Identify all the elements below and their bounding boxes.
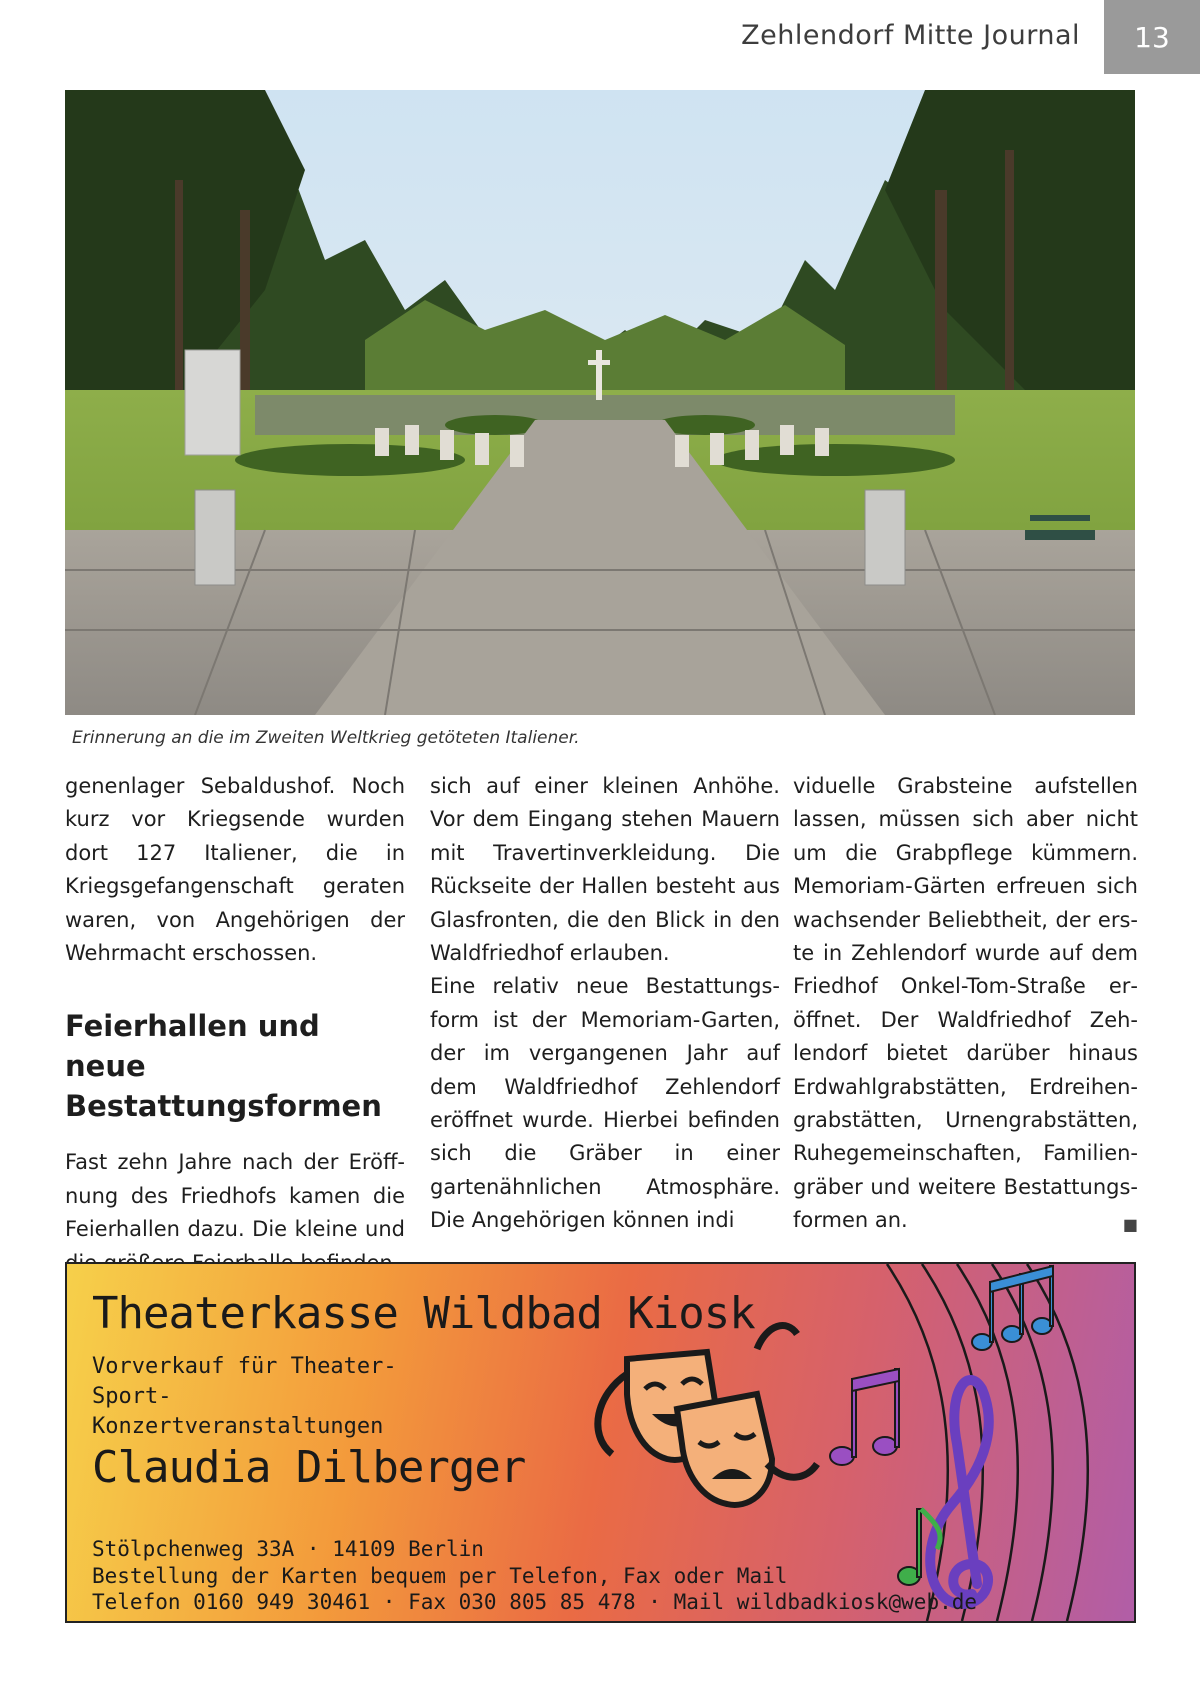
article-paragraph bbox=[793, 770, 1138, 1238]
page-number: 13 bbox=[1104, 0, 1200, 74]
ad-subtitle: Vorverkauf für Theater-Sport-Konzertveranstaltungen bbox=[92, 1354, 397, 1439]
article-paragraph: Fast zehn Jahre nach der Eröffnung des Friedhofs kamen die Feierhallen dazu. Die kleine und bbox=[65, 1150, 405, 1242]
article-paragraph: genenlager Sebaldushof. Noch kurz vor Kriegsende wurden dort 127 Italiener, die in Kriegsgefangenschaft geraten waren, von Angehörigen der Wehrmacht erschossen. bbox=[65, 774, 405, 966]
journal-title: Zehlendorf Mitte Journal bbox=[741, 20, 1080, 51]
theaterkasse-advertisement bbox=[65, 1262, 1136, 1623]
article-paragraph: Eine relativ neue Bestattungsform ist der Memoriam-Garten, der im vergangenen Jahr auf dem Waldfriedhof Zehlendorf eröffnet wurde. Hierbei befinden sich die Gräber in einer gartenähnlichen Atmosphäre. Die Angehörigen können indi bbox=[430, 974, 780, 1233]
music-notes-icon bbox=[830, 1369, 899, 1465]
ad-title: Theaterkasse Wildbad Kiosk bbox=[92, 1288, 755, 1339]
article-column-2 bbox=[430, 770, 780, 1238]
cemetery-photo bbox=[65, 90, 1135, 715]
article-text: viduelle Grabsteine aufstellen lassen, müssen sich aber nicht um die Grabpflege kümmern. Memoriam-Gärten erfreuen sich wachsender Beliebtheit, der erste in Zehlendorf wurde auf dem Friedhof Onkel-Tom-Straße eröffnet. Der Waldfriedhof Zehlendorf bietet darüber hinaus Erdwahlgrabstätten, Erdreihengrabstätten, Urnengrabstätten, Ruhegemeinschaften, Familiengräber und weitere Bestattungsformen an. bbox=[793, 774, 1138, 1233]
ad-contact-details: Telefon 0160 949 30461 · Fax 030 805 85 478 · Mail wildbadkiosk@web.de bbox=[92, 1590, 978, 1614]
ad-ordering-info: Bestellung der Karten bequem per Telefon, Fax oder Mail bbox=[92, 1563, 788, 1588]
photo-caption: Erinnerung an die im Zweiten Weltkrieg getöteten Italiener. bbox=[72, 728, 580, 748]
article-column-3 bbox=[793, 770, 1138, 1242]
ad-address: Stölpchenweg 33A · 14109 Berlin bbox=[92, 1537, 484, 1561]
theater-masks-icon bbox=[598, 1326, 817, 1505]
end-of-article-mark: ■ bbox=[1122, 1215, 1138, 1235]
ad-contact-block bbox=[92, 1536, 977, 1616]
article-column-1 bbox=[65, 770, 405, 1280]
article-paragraph: sich auf einer kleinen Anhöhe. Vor dem Eingang stehen Mauern mit Travertinverkleidung. Die Rückseite der Hallen besteht aus Glasfronten, die den Blick in den Waldfriedhof erlauben. bbox=[430, 774, 780, 966]
article-subheading: Feierhallen und neue Bestattungsformen bbox=[65, 1009, 382, 1124]
ad-contact-name: Claudia Dilberger bbox=[92, 1442, 526, 1493]
